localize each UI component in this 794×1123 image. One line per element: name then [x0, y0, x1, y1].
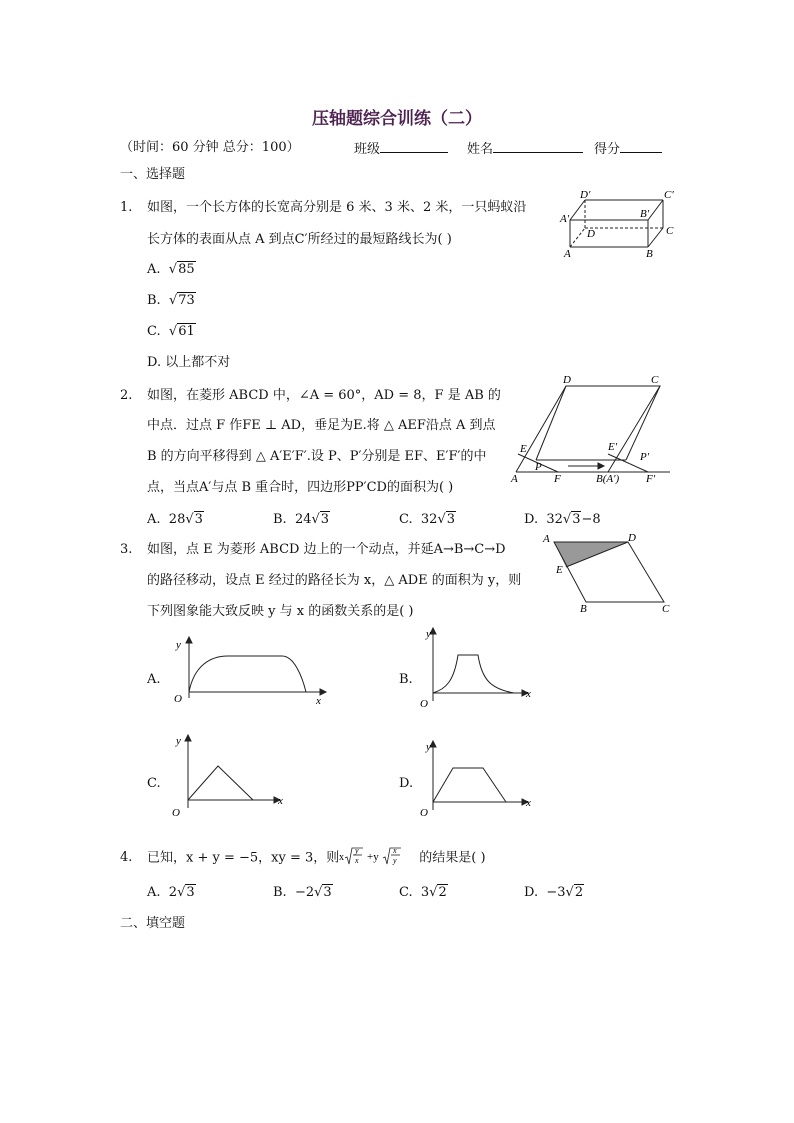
- option-b[interactable]: B. √73: [147, 293, 195, 308]
- label-d-prime: D′: [580, 189, 591, 201]
- option-a[interactable]: A.: [147, 672, 161, 687]
- question-text: 点，当点A′与点 B 重合时，四边形PP′CD的面积为( ): [147, 480, 454, 495]
- label-b: B: [646, 248, 653, 260]
- rhombus-area-figure: [540, 530, 680, 615]
- label-b: B: [580, 603, 587, 615]
- question-number: 2.: [120, 388, 133, 403]
- cuboid-figure: [560, 189, 690, 262]
- label-f: F: [554, 473, 561, 485]
- class-label: 班级: [354, 142, 381, 157]
- option-d[interactable]: D.: [399, 776, 414, 791]
- question-text: 如图，在菱形 ABCD 中，∠A = 60°，AD = 8，F 是 AB 的: [147, 388, 501, 403]
- axis-x: x: [526, 797, 531, 809]
- question-number: 4.: [120, 850, 133, 865]
- graph-option-a[interactable]: [170, 636, 330, 708]
- axis-origin: O: [174, 693, 182, 705]
- label-c: C: [666, 225, 674, 237]
- question-text: B 的方向平移得到 △ A′E′F′.设 P、P′分别是 EF、E′F′的中: [147, 449, 487, 464]
- svg-text:y: y: [393, 856, 397, 865]
- label-a: A: [564, 248, 571, 260]
- option-a[interactable]: A. 28√3: [147, 512, 203, 527]
- question-number: 3.: [120, 542, 133, 557]
- option-c[interactable]: C. 3√2: [399, 885, 447, 900]
- score-field[interactable]: [594, 140, 662, 158]
- label-a-prime: A′: [560, 213, 570, 225]
- radical-expression: [339, 846, 419, 866]
- question-text: 如图，点 E 为菱形 ABCD 边上的一个动点，并延A→B→C→D: [147, 542, 506, 557]
- option-d[interactable]: D. −3√2: [524, 885, 584, 900]
- option-d[interactable]: D. 以上都不对: [147, 355, 231, 370]
- score-label: 得分: [594, 142, 621, 157]
- graph-option-c[interactable]: [168, 730, 293, 820]
- class-blank[interactable]: [380, 140, 448, 153]
- option-a[interactable]: A. 2√3: [147, 885, 195, 900]
- option-b[interactable]: B. −2√3: [273, 885, 332, 900]
- axis-origin: O: [420, 698, 428, 710]
- rhombus-translation-figure: [508, 374, 678, 484]
- option-a[interactable]: A. √85: [147, 262, 195, 277]
- label-e: E: [556, 564, 563, 576]
- axis-y: y: [426, 628, 431, 640]
- svg-text:+y: +y: [367, 851, 379, 863]
- label-e-prime: E′: [608, 441, 618, 453]
- question-number: 1.: [120, 200, 133, 215]
- option-b[interactable]: B.: [399, 672, 413, 687]
- question-text: 下列图象能大致反映 y 与 x 的函数关系的是( ): [147, 604, 414, 619]
- label-p: P: [535, 461, 542, 473]
- name-label: 姓名: [467, 142, 494, 157]
- page-title: 压轴题综合训练（二）: [312, 109, 482, 129]
- label-b-a-prime: B(A′): [596, 473, 620, 485]
- question-text: 长方体的表面从点 A 到点C′所经过的最短路线长为( ): [147, 232, 452, 247]
- label-a: A: [511, 473, 518, 485]
- axis-y: y: [426, 741, 431, 753]
- label-c-prime: C′: [664, 189, 674, 201]
- axis-y: y: [176, 639, 181, 651]
- question-text: 中点．过点 F 作FE ⊥ AD，垂足为E.将 △ AEF沿点 A 到点: [147, 418, 496, 433]
- label-c: C: [662, 603, 670, 615]
- label-c: C: [651, 374, 659, 386]
- class-field[interactable]: [354, 140, 448, 158]
- section-heading: 一、选择题: [120, 167, 186, 182]
- label-b-prime: B′: [640, 208, 650, 220]
- section-heading: 二、填空题: [120, 916, 186, 931]
- option-b[interactable]: B. 24√3: [273, 512, 330, 527]
- exam-time-score: （时间：60 分钟 总分：100）: [120, 140, 300, 155]
- graph-option-b[interactable]: [418, 625, 538, 715]
- name-blank[interactable]: [493, 140, 583, 153]
- label-f-prime: F′: [646, 473, 656, 485]
- label-e: E: [520, 443, 527, 455]
- svg-text:x: x: [339, 852, 345, 863]
- label-d: D: [628, 532, 636, 544]
- question-text: 如图，一个长方体的长宽高分别是 6 米、3 米、2 米，一只蚂蚁沿: [147, 200, 527, 215]
- svg-text:x: x: [355, 856, 359, 865]
- axis-x: x: [278, 795, 283, 807]
- axis-y: y: [176, 735, 181, 747]
- question-text: 已知，x + y = −5，xy = 3，则 x y x +y x y 的结果是( ): [147, 846, 486, 866]
- label-d: D: [587, 228, 595, 240]
- question-text: 的路径移动，设点 E 经过的路径长为 x，△ ADE 的面积为 y，则: [147, 573, 522, 588]
- score-blank[interactable]: [620, 140, 662, 153]
- option-c[interactable]: C. 32√3: [399, 512, 456, 527]
- svg-text:y: y: [355, 846, 359, 855]
- label-p-prime: P′: [640, 451, 650, 463]
- axis-origin: O: [420, 807, 428, 819]
- axis-x: x: [526, 688, 531, 700]
- label-a: A: [543, 533, 550, 545]
- option-c[interactable]: C.: [147, 776, 161, 791]
- name-field[interactable]: [467, 140, 583, 158]
- axis-x: x: [316, 695, 321, 707]
- graph-option-d[interactable]: [418, 738, 538, 820]
- svg-text:x: x: [393, 846, 397, 855]
- label-d: D: [563, 374, 571, 386]
- option-d[interactable]: D. 32√3−8: [524, 512, 601, 527]
- axis-origin: O: [172, 807, 180, 819]
- option-c[interactable]: C. √61: [147, 324, 195, 339]
